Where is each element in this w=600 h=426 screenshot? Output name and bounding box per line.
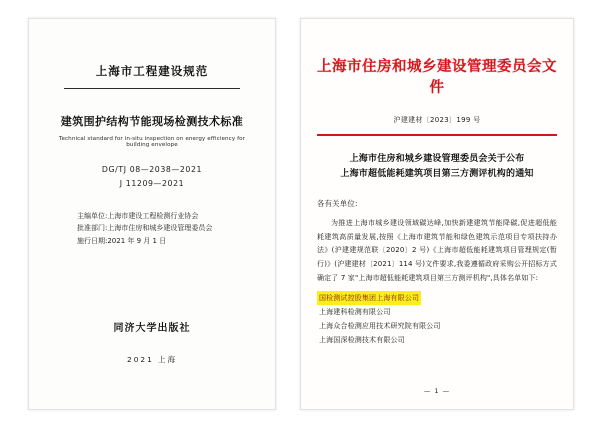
standard-series-label: 上海市工程建设规范 bbox=[95, 64, 209, 78]
standard-org-block bbox=[47, 210, 257, 247]
notice-body-paragraph: 为推进上海市城乡建设领域碳达峰,加快新建建筑节能降碳,促进超低能耗建筑高质量发展,按照《上海市建筑节能和绿色建筑示范项目专项扶持办法》(沪建建规范联〔2020〕2 号)《上海市超低能耗建筑项目管理规定(暂行)》(沪建建材〔2021〕114 号)文件要求,我委遵循政府采购公开招标方式确定了 7 家"上海市超低能耗建筑项目第三方测评机构",具体名单如下: bbox=[317, 219, 557, 282]
notice-title bbox=[317, 152, 557, 184]
standard-title: 建筑围护结构节能现场检测技术标准 bbox=[60, 115, 244, 128]
list-item: 上海国深检测技术有限公司 bbox=[319, 336, 405, 345]
notice-salutation: 各有关单位: bbox=[317, 199, 358, 209]
publisher-name: 同济大学出版社 bbox=[113, 322, 191, 334]
list-item: 上海建科检测有限公司 bbox=[319, 308, 391, 317]
divider-rule bbox=[64, 88, 240, 89]
red-divider-line bbox=[317, 134, 557, 136]
issuing-authority-header: 上海市住房和城乡建设管理委员会文件 bbox=[317, 59, 557, 96]
publish-place-year: 2021 上海 bbox=[127, 354, 177, 364]
government-notice-document bbox=[300, 18, 574, 410]
org-line-effective-date: 施行日期:2021 年 9 月 1 日 bbox=[77, 236, 167, 245]
standard-title-english: Technical standard for in-situ inspection on energy efficiency for building envelope bbox=[58, 136, 246, 148]
org-line-approver: 批准部门:上海市住房和城乡建设管理委员会 bbox=[77, 224, 213, 233]
org-line-editor: 主编单位:上海市建设工程检测行业协会 bbox=[77, 212, 199, 220]
agency-list bbox=[317, 291, 557, 347]
notice-title-line-1: 上海市住房和城乡建设管理委员会关于公布 bbox=[349, 153, 525, 164]
highlighted-agency-name: 国检测试控股集团上海有限公司 bbox=[317, 291, 421, 305]
standard-cover-document bbox=[28, 18, 276, 410]
standard-code-secondary: J 11209—2021 bbox=[119, 179, 185, 188]
document-number: 沪建建材〔2023〕199 号 bbox=[393, 116, 481, 124]
standard-cover-content bbox=[29, 19, 275, 409]
list-item: 上海众合检测应用技术研究院有限公司 bbox=[319, 322, 441, 331]
list-item bbox=[317, 291, 557, 305]
government-notice-content bbox=[301, 19, 573, 409]
page-number: — 1 — bbox=[423, 387, 451, 395]
notice-title-line-2: 上海市超低能耗建筑项目第三方测评机构的通知 bbox=[340, 169, 534, 180]
standard-code-primary: DG/TJ 08—2038—2021 bbox=[101, 165, 203, 174]
